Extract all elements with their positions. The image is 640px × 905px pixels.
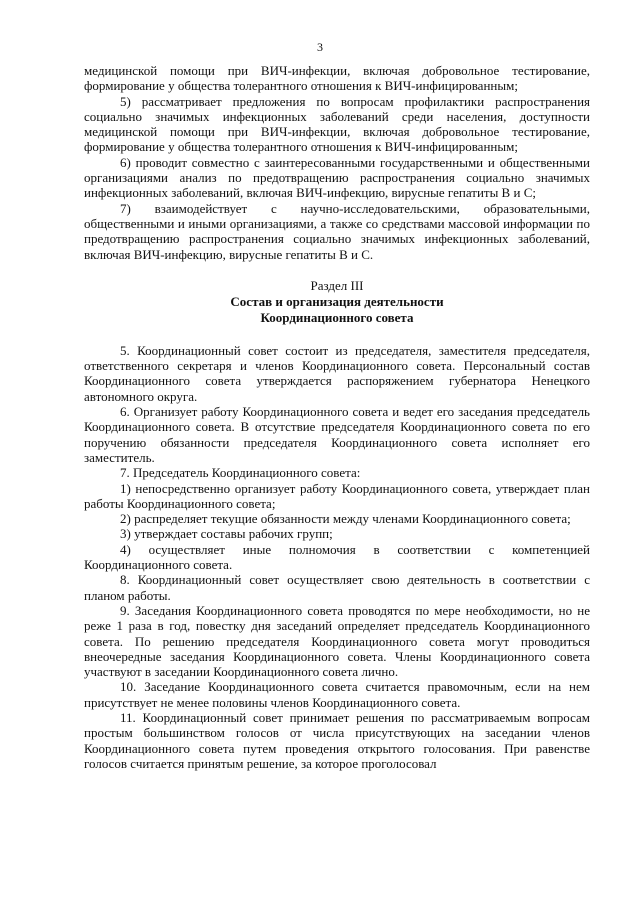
paragraph: 1) непосредственно организует работу Координационного совета, утверждает план работы Координационного совета; [84, 480, 590, 511]
paragraph: 11. Координационный совет принимает решения по рассматриваемым вопросам простым большинством голосов от числа присутствующих на заседании членов Координационного совета путем проведения открытого голосования. При равенстве голосов считается принятым решение, за которое проголосовал [84, 709, 590, 771]
section-heading [84, 278, 590, 326]
body-paragraphs [84, 343, 590, 771]
paragraph: медицинской помощи при ВИЧ-инфекции, включая добровольное тестирование, формирование у общества толерантного отношения к ВИЧ-инфицированным; [84, 63, 590, 94]
section-title-line-2: Координационного совета [260, 309, 414, 325]
paragraph: 6. Организует работу Координационного совета и ведет его заседания председатель Координационного совета. В отсутствие председателя Координационного совета по его поручению обязанности председателя Координационного совета исполняет его заместитель. [84, 404, 590, 465]
section-label: Раздел III [310, 277, 364, 293]
paragraph: 5) рассматривает предложения по вопросам профилактики распространения социально значимых инфекционных заболеваний среди населения, доступности медицинской помощи при ВИЧ-инфекции, включая добровольное тестирование, формирование у общества толерантного отношения к ВИЧ-инфицированным; [84, 93, 590, 155]
paragraph: 2) распределяет текущие обязанности между членами Координационного совета; [120, 511, 571, 527]
paragraph: 7. Председатель Координационного совета: [120, 465, 361, 481]
top-paragraphs [84, 63, 590, 262]
paragraph: 3) утверждает составы рабочих групп; [120, 526, 333, 542]
paragraph: 10. Заседание Координационного совета считается правомочным, если на нем присутствует не менее половины членов Координационного совета. [84, 679, 590, 710]
paragraph: 7) взаимодействует с научно-исследовательскими, образовательными, общественными и иными организациями, а также со средствами массовой информации по предотвращению распространения социально значимых инфекционных заболеваний, включая ВИЧ-инфекцию, вирусные гепатиты В и С. [84, 200, 590, 262]
section-title-line-1: Состав и организация деятельности [230, 293, 444, 309]
paragraph: 5. Координационный совет состоит из председателя, заместителя председателя, ответственного секретаря и членов Координационного совета. Персональный состав Координационного совета утверждается распоряжением губернатора Ненецкого автономного округа. [84, 342, 590, 404]
document-body [84, 63, 590, 771]
paragraph: 6) проводит совместно с заинтересованными государственными и общественными организациями анализ по предотвращению распространения социально значимых инфекционных заболеваний, включая ВИЧ-инфекцию, вирусные гепатиты В и С; [84, 154, 590, 201]
paragraph: 8. Координационный совет осуществляет свою деятельность в соответствии с планом работы. [84, 572, 590, 603]
page-number: 3 [317, 40, 323, 54]
paragraph: 9. Заседания Координационного совета проводятся по мере необходимости, но не реже 1 раза в год, повестку дня заседаний определяет председатель Координационного совета. По решению председателя Координационного совета могут проводиться внеочередные заседания Координационного совета. Члены Координационного совета участвуют в заседании Координационного совета лично. [84, 602, 590, 680]
paragraph: 4) осуществляет иные полномочия в соответствии с компетенцией Координационного совета. [84, 541, 590, 573]
